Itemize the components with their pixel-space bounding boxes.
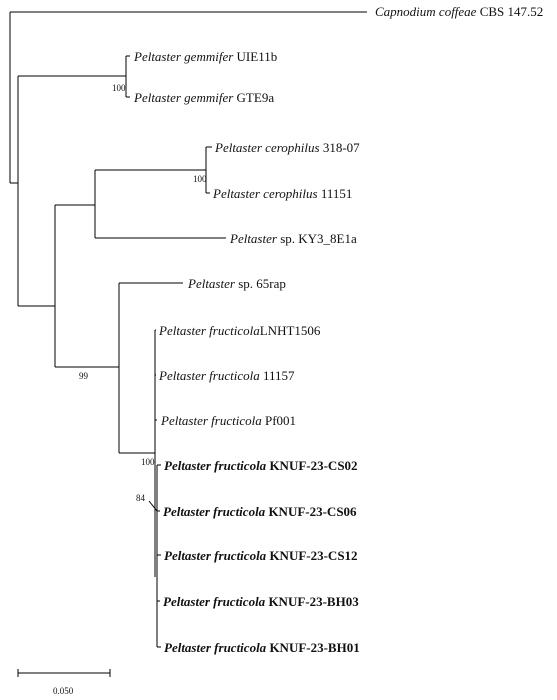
support-84-pointer bbox=[149, 501, 157, 511]
bootstrap-value: 100 bbox=[193, 174, 207, 184]
taxon-label-highlighted: Peltaster fructicola KNUF-23-CS12 bbox=[164, 548, 358, 563]
taxon-label-highlighted: Peltaster fructicola KNUF-23-CS06 bbox=[163, 504, 357, 519]
taxon-label: Peltaster fructicola 11157 bbox=[159, 368, 295, 383]
scale-bar-label: 0.050 bbox=[53, 686, 74, 696]
scale-bar bbox=[18, 669, 110, 696]
taxon-label-highlighted: Peltaster fructicola KNUF-23-CS02 bbox=[164, 458, 358, 473]
taxon-label: Peltaster gemmifer UIE11b bbox=[134, 49, 278, 64]
taxon-label: Peltaster cerophilus 318-07 bbox=[215, 140, 360, 155]
taxon-label: Peltaster sp. KY3_8E1a bbox=[230, 231, 357, 246]
bootstrap-value: 84 bbox=[136, 493, 145, 503]
taxon-labels bbox=[133, 4, 543, 655]
support-values bbox=[79, 83, 207, 503]
taxon-label: Peltaster fructicolaLNHT1506 bbox=[159, 323, 321, 338]
taxon-label: Peltaster cerophilus 11151 bbox=[213, 186, 353, 201]
taxon-label: Peltaster fructicola Pf001 bbox=[161, 413, 297, 428]
bootstrap-value: 99 bbox=[79, 371, 88, 381]
taxon-label-highlighted: Peltaster fructicola KNUF-23-BH01 bbox=[164, 640, 360, 655]
bootstrap-value: 100 bbox=[112, 83, 126, 93]
taxon-label: Peltaster sp. 65rap bbox=[188, 276, 286, 291]
taxon-label: Capnodium coffeae CBS 147.52 bbox=[375, 4, 544, 19]
bootstrap-value: 100 bbox=[141, 457, 155, 467]
taxon-label-highlighted: Peltaster fructicola KNUF-23-BH03 bbox=[163, 594, 359, 609]
taxon-label: Peltaster gemmifer GTE9a bbox=[134, 90, 275, 105]
